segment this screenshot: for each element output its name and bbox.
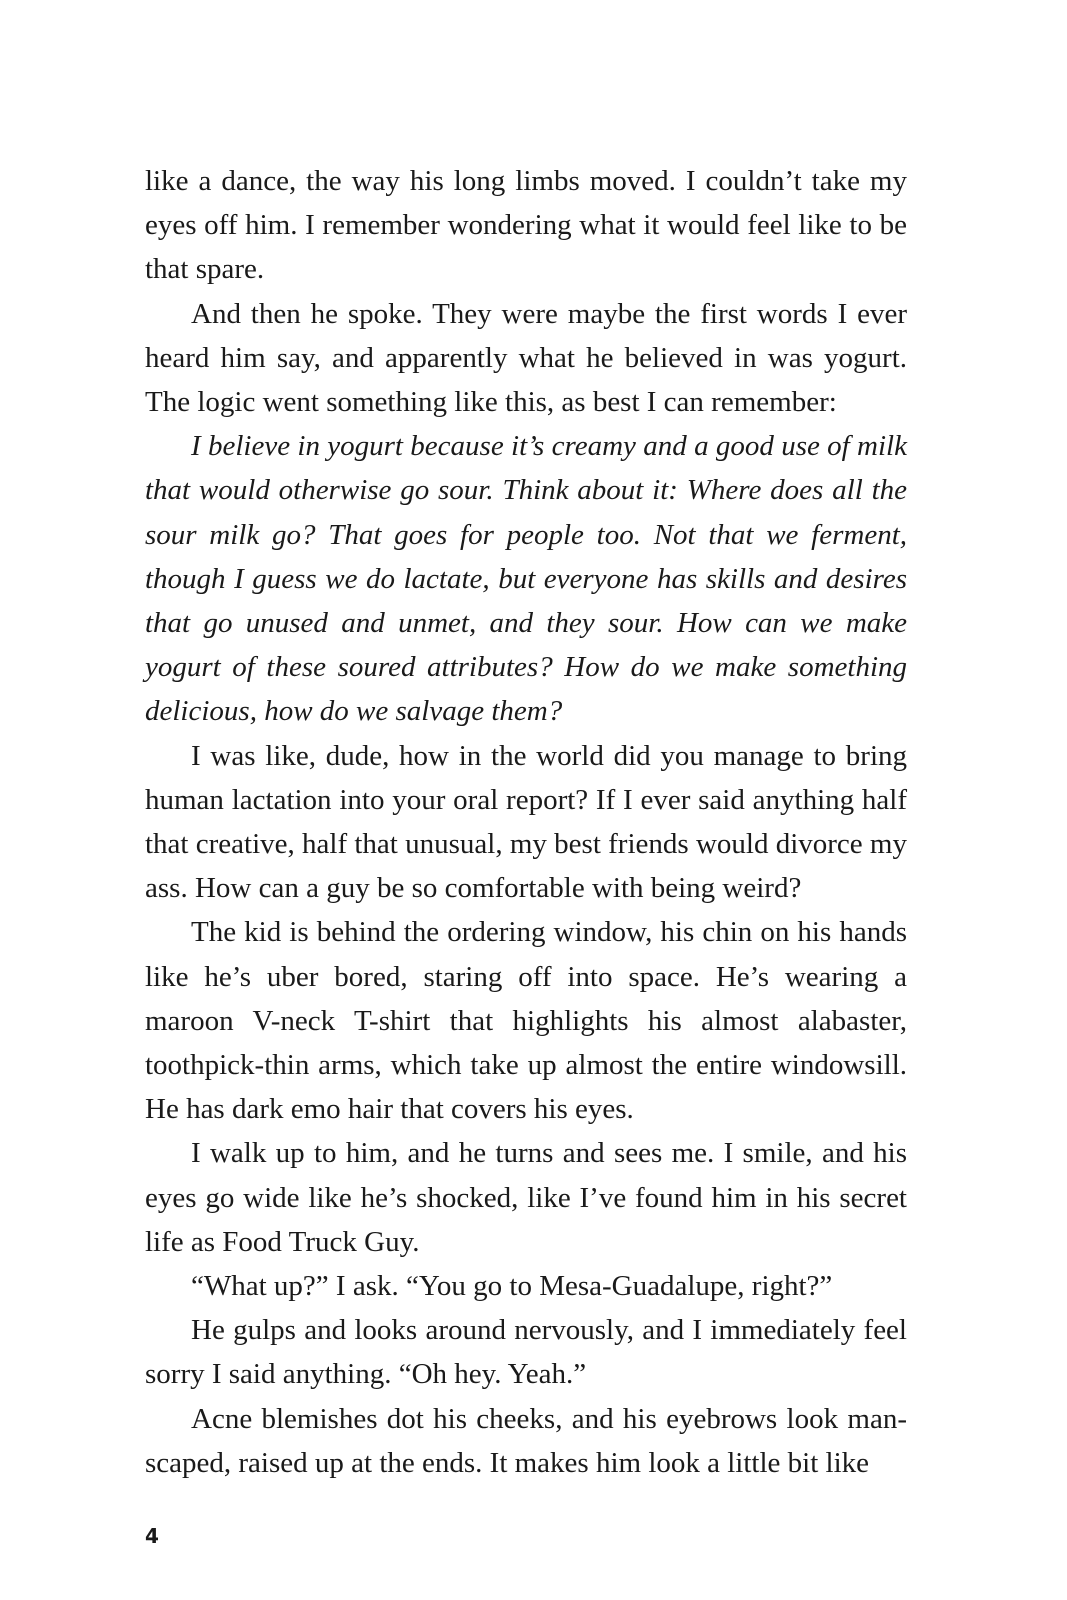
paragraph: I was like, dude, how in the world did you manage to bring human lactation into your oral report? If I ever said anything half that creative, half that unusual, my best friends would divorce my ass. How can a guy be so comfortable with being weird? [145,739,907,905]
italic-quote-paragraph: I believe in yogurt because it’s creamy and a good use of milk that would otherwise go sour. Think about it: Where does all the sour milk go? That goes for people too. Not that we ferment, though I guess we do lactate, but everyone has skills and desires that go unused and unmet, and they sour. How can we make yogurt of these soured attributes? How do we make something delicious, how do we salvage them? [145,430,907,728]
paragraph: The kid is behind the ordering window, his chin on his hands like he’s uber bored, staring off into space. He’s wearing a maroon V-neck T-shirt that highlights his almost alabaster, toothpick-thin arms, which take up almost the entire windowsill. He has dark emo hair that covers his eyes. [145,916,907,1126]
body-text [145,159,907,1485]
paragraph: Acne blemishes dot his cheeks, and his eyebrows look manscaped, raised up at the ends. It makes him look a little bit like [145,1402,907,1479]
paragraph: He gulps and looks around nervously, and I immediately feel sorry I said anything. “Oh hey. Yeah.” [145,1314,907,1391]
page-number: 4 [145,1524,159,1548]
paragraph: I walk up to him, and he turns and sees me. I smile, and his eyes go wide like he’s shocked, like I’ve found him in his secret life as Food Truck Guy. [145,1137,907,1258]
paragraph: And then he spoke. They were maybe the first words I ever heard him say, and apparently what he believed in was yogurt. The logic went something like this, as best I can remember: [145,297,907,419]
paragraph: “What up?” I ask. “You go to Mesa-Guadalupe, right?” [191,1270,833,1303]
paragraph-continued: like a dance, the way his long limbs moved. I couldn’t take my eyes off him. I remember wondering what it would feel like to be that spare. [145,165,907,286]
